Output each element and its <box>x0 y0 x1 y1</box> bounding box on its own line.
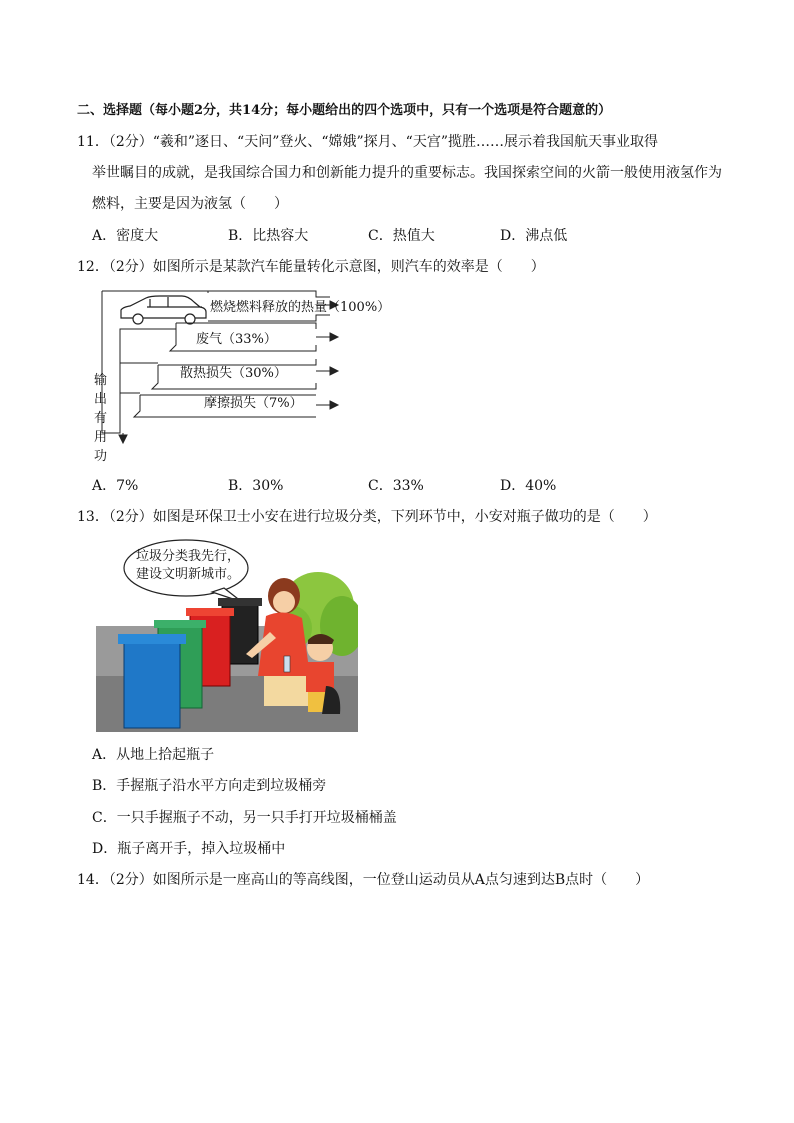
q11-option-d: D．沸点低 <box>500 228 568 244</box>
q12-stem: 12．（2分）如图所示是某款汽车能量转化示意图，则汽车的效率是（ ） <box>77 259 545 275</box>
q13-option-d: D．瓶子离开手，掉入垃圾桶中 <box>92 841 286 857</box>
q12-option-c: C．33% <box>368 478 424 494</box>
useful-work-char: 有 <box>94 411 108 426</box>
speech-bubble-line: 垃圾分类我先行， <box>136 549 241 564</box>
garbage-sorting-illustration <box>96 536 358 732</box>
car-icon <box>121 296 206 324</box>
useful-work-char: 出 <box>94 392 108 407</box>
q13-option-b: B．手握瓶子沿水平方向走到垃圾桶旁 <box>92 778 327 794</box>
label-exhaust: 废气（33%） <box>196 332 277 347</box>
q13-option-c: C．一只手握瓶子不动，另一只手打开垃圾桶桶盖 <box>92 810 397 826</box>
speech-bubble-text <box>136 548 240 584</box>
label-total-heat: 燃烧燃料释放的热量（100%） <box>210 300 391 315</box>
label-heat-loss: 散热损失（30%） <box>180 366 287 381</box>
q11-stem-line1: 11．（2分）“羲和”逐日、“天问”登火、“嫦娥”探月、“天宫”揽胜……展示着我国航天事业取得 <box>77 134 658 150</box>
useful-work-char: 输 <box>94 373 108 388</box>
q11-option-a: A．密度大 <box>92 228 159 244</box>
useful-work-char: 用 <box>94 430 108 445</box>
energy-flow-diagram <box>90 285 410 470</box>
q12-option-b: B．30% <box>228 478 284 494</box>
q13-option-a: A．从地上拾起瓶子 <box>92 747 215 763</box>
q13-stem: 13．（2分）如图是环保卫士小安在进行垃圾分类，下列环节中，小安对瓶子做功的是（ ） <box>77 509 657 525</box>
q11-stem-line2: 举世瞩目的成就，是我国综合国力和创新能力提升的重要标志。我国探索空间的火箭一般使用液氢作为 <box>92 165 722 181</box>
section-title: 二、选择题（每小题2分，共14分；每小题给出的四个选项中，只有一个选项是符合题意的） <box>77 103 612 118</box>
label-useful-work <box>94 371 110 466</box>
q11-stem-line3: 燃料，主要是因为液氢（ ） <box>92 196 288 212</box>
useful-work-char: 功 <box>94 449 108 464</box>
q12-option-a: A．7% <box>92 478 139 494</box>
trash-bin-blue <box>118 634 186 728</box>
label-friction-loss: 摩擦损失（7%） <box>204 396 303 411</box>
q11-option-c: C．热值大 <box>368 228 435 244</box>
q14-stem: 14．（2分）如图所示是一座高山的等高线图，一位登山运动员从A点匀速到达B点时（ ） <box>77 872 650 888</box>
q12-option-d: D．40% <box>500 478 557 494</box>
speech-bubble-line: 建设文明新城市。 <box>136 567 241 582</box>
q11-option-b: B．比热容大 <box>228 228 309 244</box>
